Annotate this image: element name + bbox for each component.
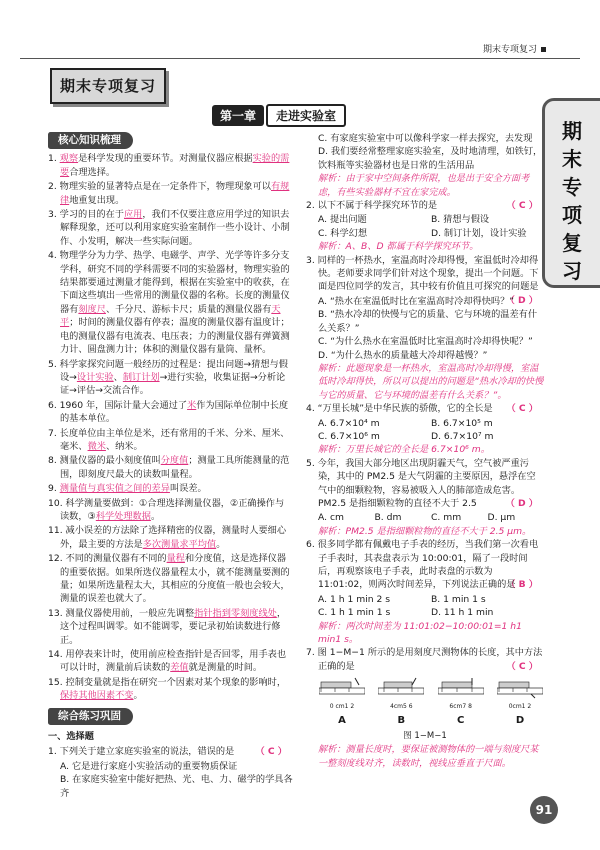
- side-tab: [542, 98, 600, 288]
- option: C. “为什么热水在室温低时比室温高时冷却得快呢？”: [318, 336, 533, 348]
- option: B. “热水冷却的快慢与它的质量、它与环境的温差有什么关系？”: [318, 309, 538, 334]
- side-tab-char: 习: [562, 259, 582, 283]
- ruler-panel-b: 4cm5 6 B: [377, 676, 425, 727]
- options-row: C. 6.7×10⁶ m D. 6.7×10⁷ m: [318, 430, 494, 442]
- knowledge-item: 5. 科学家探究问题一般经历的过程是：提出问题→猜想与假设→设计实验、制订计划→进行实验，收集证据→分析论证→评估→交流合作。: [48, 358, 288, 397]
- question-6-stem: 6. 很多同学都有佩戴电子手表的经历，当我们第一次看电子手表时，其表盘表示为 10:00:01，隔了一段时间后，再观察该电子手表，此时表盘的示数为 11:01:02，则两次时间差异，下列说法正确的是 （ B ）: [306, 539, 539, 591]
- ruler-panel-c: 6cm7 8 C: [437, 676, 485, 727]
- option: A. “热水在室温低时比在室温高时冷却得快吗？”: [318, 295, 515, 307]
- side-tab-char: 期: [562, 119, 582, 143]
- knowledge-item: 6. 1960 年，国际计量大会通过了米作为国际单位制中长度的基本单位。: [48, 399, 289, 425]
- knowledge-item: 3. 学习的目的在于应用，我们不仅要注意应用学过的知识去解释现象，还可以利用家庭实验室制作一些小设计、小制作、小发明，解决一些实际问题。: [48, 209, 290, 247]
- knowledge-item: 15. 控制变量就是指在研究一个因素对某个现象的影响时，保持其他因素不变。: [48, 676, 287, 702]
- question-4-analysis: 解析：万里长城它的全长是 6.7×10⁶ m。: [318, 444, 490, 456]
- section-banner: 期末专项复习: [50, 68, 166, 104]
- ruler-panel-a: 0 cm1 2 A: [318, 676, 366, 727]
- question-1-answer: （ C ）: [255, 746, 287, 758]
- option: A. 它是进行家庭小实验活动的重要物质保证: [60, 760, 238, 772]
- question-7-stem: 7. 图 1−M−1 所示的是用刻度尺测物体的长度，其中方法正确的是 （ C ）: [306, 647, 543, 672]
- ruler-figure: [306, 676, 544, 727]
- options-row: A. cm B. dm C. mm D. μm: [318, 512, 516, 524]
- question-2-analysis: 解析：A、B、D 都属于科学探究环节。: [318, 241, 479, 253]
- right-column: [306, 132, 544, 770]
- question-2-stem: 2. 以下不属于科学探究环节的是 （ C ）: [306, 200, 538, 212]
- knowledge-item: 12. 不同的测量仪器有不同的量程和分度值，这是选择仪器的重要依据。如果所选仪器量程太小，就不能测量要测的量；如果所选量程太大，其相应的分度值一般也会较大，测量的误差也就大了。: [48, 553, 290, 605]
- header-rule: [20, 58, 580, 59]
- choice-heading: 一、选择题: [48, 731, 94, 743]
- side-tab-char: 专: [562, 175, 582, 199]
- chapter-heading: [212, 104, 346, 126]
- knowledge-item: 1. 观察是科学发现的重要环节。对测量仪器应根据实验的需要合理选择。: [48, 153, 290, 178]
- section-practice-title: 综合练习巩固: [48, 708, 133, 725]
- ruler-panel-d: 0cm1 2 D: [496, 676, 544, 727]
- knowledge-item: 10. 科学测量要做到：①合理选择测量仪器，②正确操作与读数，③科学处理数据。: [48, 497, 285, 522]
- knowledge-item: 9. 测量值与真实值之间的差异叫误差。: [48, 483, 207, 495]
- options-row: A. 提出问题 B. 猜想与假设: [318, 214, 490, 226]
- question-3-stem: 3. 同样的一杯热水，室温高时冷却得慢，室温低时冷却得快。老师要求同学们针对这个现象，提出一个问题。下面是四位同学的发言，其中较有价值且可探究的问题是 （ D ）: [306, 254, 539, 306]
- question-6-analysis: 解析：两次时间差为 11:01:02−10:00:01=1 h1 min1 s。: [318, 620, 522, 646]
- knowledge-item: 14. 用停表来计时，使用前应检查指针是否回零，用手表也可以计时，测量前后读数的差值就是测量的时间。: [48, 649, 287, 674]
- chapter-number: 第一章: [212, 105, 264, 126]
- knowledge-item: 13. 测量仪器使用前，一般应先调整指针指到零刻度线处，这个过程叫调零。如不能调零，要记录初始读数进行修正。: [48, 607, 287, 646]
- options-row: C. 1 h 1 min 1 s D. 11 h 1 min: [318, 607, 494, 619]
- running-head: 期末专项复习: [483, 42, 546, 55]
- question-7-analysis: 解析：测量长度时，要保证被测物体的一端与刻度尺某一整刻度线对齐，读数时，视线应垂直于尺面。: [318, 744, 539, 769]
- knowledge-item: 11. 减小误差的方法除了选择精密的仪器，测量时人要细心外，最主要的方法是多次测量求平均值。: [48, 525, 287, 550]
- option: D. “为什么热水的质量越大冷却得越慢？”: [318, 349, 488, 361]
- side-tab-char: 项: [562, 203, 582, 227]
- chapter-title: 走进实验室: [266, 104, 346, 127]
- option: C. 有家庭实验室中可以像科学家一样去探究，去发现: [318, 133, 533, 144]
- knowledge-item: 7. 长度单位由主单位是米，还有常用的千米、分米、厘米、毫米、微米、纳米。: [48, 427, 290, 452]
- question-5-stem: 5. 今年，我国大部分地区出现阴霾天气，空气被严重污染，其中的 PM2.5 是大气阴霾的主要原因，悬浮在空气中的细颗粒物，容易被吸入人的肺部造成危害。PM2.5 是指细颗粒物的直径不大于 2.5 （ D ）: [306, 457, 538, 509]
- options-row: A. 1 h 1 min 2 s B. 1 min 1 s: [318, 593, 486, 605]
- page-number: 91: [530, 796, 558, 824]
- options-row: C. 科学幻想 D. 制订计划，设计实验: [318, 227, 527, 239]
- options-row: A. 6.7×10⁴ m B. 6.7×10⁵ m: [318, 417, 493, 429]
- question-5-analysis: 解析：PM2.5 是指细颗粒物的直径不大于 2.5 μm。: [318, 525, 532, 537]
- question-1-analysis: 解析：由于家中空间条件所限，也是出于安全方面考虑，有些实验器材不宜在家完成。: [318, 173, 530, 198]
- knowledge-item: 2. 物理实验的显著特点是在一定条件下，物理现象可以有规律地重复出现。: [48, 181, 290, 206]
- knowledge-list: [48, 152, 293, 702]
- option: B. 在家庭实验室中能好把热、光、电、力、磁学的学具各齐: [60, 774, 293, 799]
- knowledge-item: 8. 测量仪器的最小刻度值叫分度值；测量工具所能测量的范围，即刻度尺最大的读数叫量程。: [48, 455, 290, 480]
- side-tab-char: 末: [562, 147, 582, 171]
- section-core-title: 核心知识梳理: [48, 132, 133, 149]
- question-1-stem: 1. 下列关于建立家庭实验室的说法，错误的是 （ C ）: [48, 746, 287, 758]
- question-3-analysis: 解析：此题现象是一杯热水，室温高时冷却得慢，室温低时冷却得快，所以可以提出的问题是“热水冷却的快慢与它的质量、它与环境的温差有什么关系？”。: [318, 362, 544, 401]
- question-4-stem: 4. “万里长城”是中华民族的骄傲，它的全长是 （ C ）: [306, 403, 538, 415]
- left-column: [48, 132, 293, 800]
- side-tab-char: 复: [562, 231, 582, 255]
- knowledge-item: 4. 物理学分为力学、热学、电磁学、声学、光学等许多分支学科，研究不同的学科需要不同的实验器材，物理实验的结果都要通过测量才能得到，根据在实验室中的收获，在下面这些填出一些常用的测量仪器的名称。长度的测量仪器有刻度尺、千分尺、游标卡尺；质量的测量仪器有天平；时间的测量仪器有停表；温度的测量仪器有温度计；电的测量仪器有电流表、电压表；力的测量仪器有弹簧测力计、圆盘测力计；体积的测量仪器有量筒、量杯。: [48, 250, 290, 356]
- figure-caption: 图 1−M−1: [403, 731, 447, 742]
- option: D. 我们要经常整理家庭实验室，及时地清理，如铁钉，饮料瓶等实验器材也是日常的生活用品: [318, 146, 543, 171]
